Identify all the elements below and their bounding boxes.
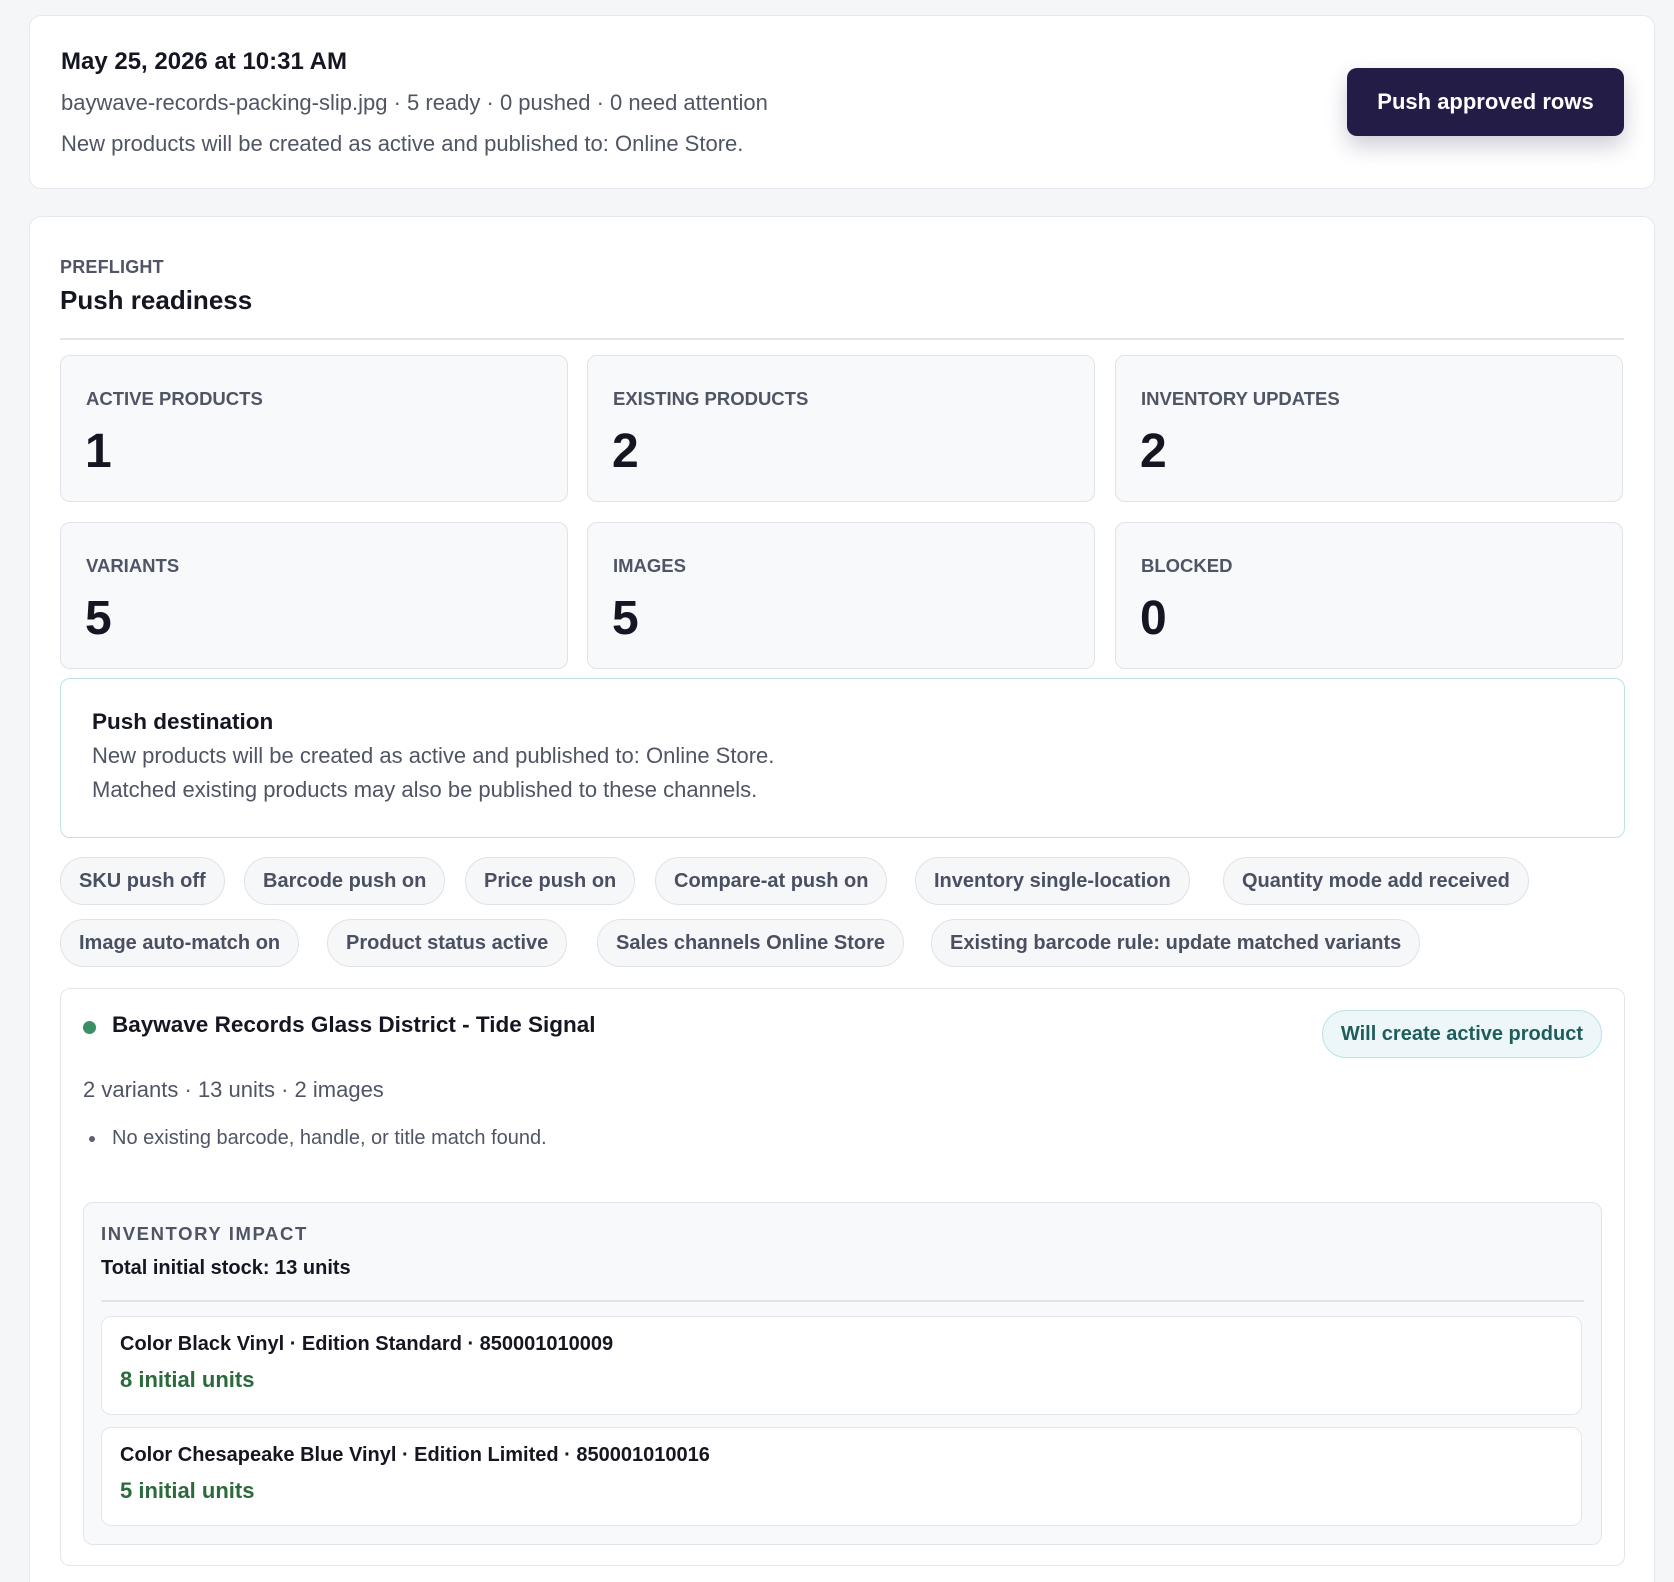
stat-existing-products [587, 355, 1095, 502]
stat-images [587, 522, 1095, 669]
push-destination-title: Push destination [92, 709, 274, 734]
variant-title: Color Black Vinyl · Edition Standard · 850001010009 [120, 1333, 614, 1355]
chip-barcode-push: Barcode push on [244, 857, 445, 905]
inventory-total: Total initial stock: 13 units [101, 1257, 351, 1279]
chip-sales-channels: Sales channels Online Store [597, 919, 904, 967]
push-approved-rows-button[interactable]: Push approved rows [1347, 68, 1624, 136]
chip-price-push: Price push on [465, 857, 635, 905]
stat-value: 5 [612, 592, 639, 645]
variant-title: Color Chesapeake Blue Vinyl · Edition Limited · 850001010016 [120, 1444, 710, 1466]
stat-label: BLOCKED [1141, 555, 1233, 576]
variant-units: 5 initial units [120, 1478, 255, 1503]
variant-units: 8 initial units [120, 1367, 255, 1392]
section-divider [60, 338, 1624, 340]
chip-existing-barcode-rule: Existing barcode rule: update matched variants [931, 919, 1420, 967]
variant-row [101, 1316, 1582, 1415]
product-row [60, 988, 1625, 1566]
stat-label: EXISTING PRODUCTS [613, 388, 809, 409]
section-eyebrow: PREFLIGHT [60, 257, 164, 277]
section-title: Push readiness [60, 285, 253, 315]
inventory-divider [101, 1300, 1584, 1302]
chip-compare-at-push: Compare-at push on [655, 857, 887, 905]
chip-inventory-location: Inventory single-location [915, 857, 1190, 905]
upload-timestamp: May 25, 2026 at 10:31 AM [61, 48, 347, 75]
stat-label: INVENTORY UPDATES [1141, 388, 1340, 409]
stat-blocked [1115, 522, 1623, 669]
chip-sku-push: SKU push off [60, 857, 225, 905]
upload-summary-card [29, 15, 1655, 189]
status-dot-icon [83, 1021, 96, 1034]
stat-inventory-updates [1115, 355, 1623, 502]
stat-value: 2 [612, 425, 639, 478]
upload-meta: baywave-records-packing-slip.jpg · 5 ready · 0 pushed · 0 need attention [61, 90, 768, 115]
push-destination-line: Matched existing products may also be published to these channels. [92, 777, 758, 802]
stat-label: ACTIVE PRODUCTS [86, 388, 263, 409]
product-status-badge: Will create active product [1322, 1010, 1602, 1058]
product-title: Baywave Records Glass District - Tide Signal [112, 1012, 596, 1037]
stat-label: IMAGES [613, 555, 686, 576]
preflight-card [29, 216, 1655, 1582]
stat-value: 5 [85, 592, 112, 645]
chip-image-auto-match: Image auto-match on [60, 919, 299, 967]
chip-quantity-mode: Quantity mode add received [1223, 857, 1529, 905]
publish-note: New products will be created as active and published to: Online Store. [61, 131, 744, 156]
inventory-impact-eyebrow: INVENTORY IMPACT [101, 1223, 308, 1244]
product-meta: 2 variants · 13 units · 2 images [83, 1077, 384, 1102]
inventory-impact-panel [83, 1202, 1602, 1545]
variant-row [101, 1427, 1582, 1526]
stat-value: 1 [85, 425, 112, 478]
stat-label: VARIANTS [86, 555, 180, 576]
bullet-icon [89, 1136, 95, 1142]
stat-value: 0 [1140, 592, 1167, 645]
product-match-note: No existing barcode, handle, or title match found. [112, 1127, 547, 1149]
stat-variants [60, 522, 568, 669]
stat-active-products [60, 355, 568, 502]
stat-value: 2 [1140, 425, 1167, 478]
push-destination-panel [60, 678, 1625, 838]
chip-product-status: Product status active [327, 919, 567, 967]
push-destination-line: New products will be created as active and published to: Online Store. [92, 743, 775, 768]
